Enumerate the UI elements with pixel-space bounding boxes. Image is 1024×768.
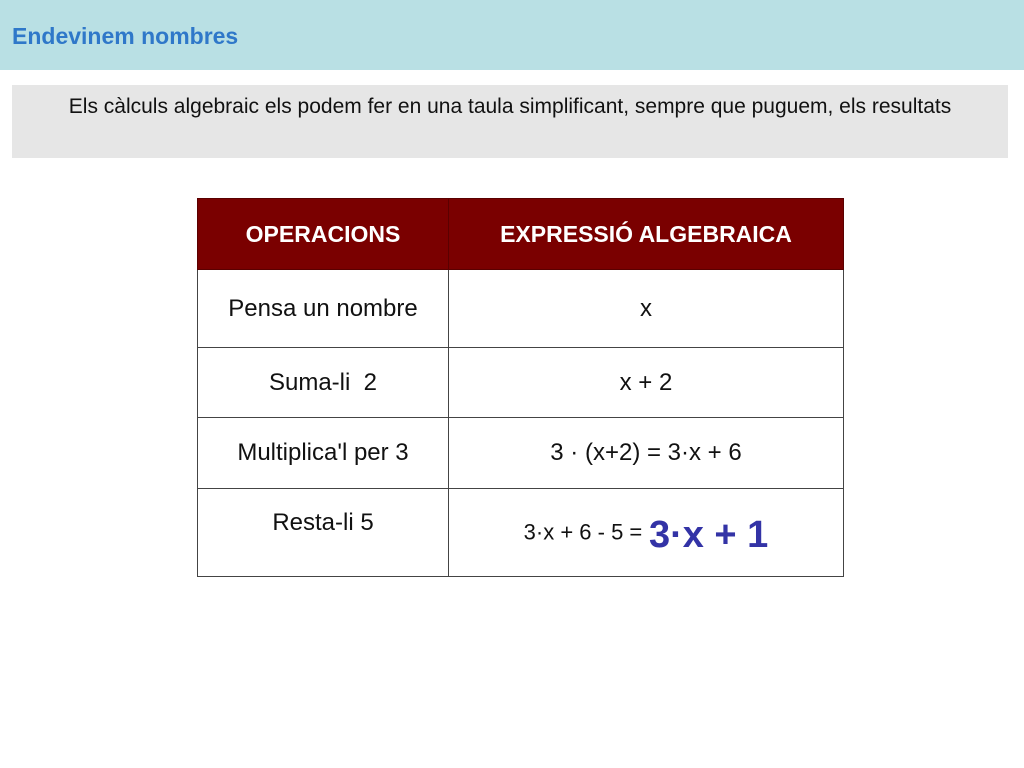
operation-cell: Suma-li 2 (198, 348, 449, 418)
intro-text-box: Els càlculs algebraic els podem fer en una taula simplificant, sempre que puguem, els resultats (12, 85, 1008, 158)
expression-cell: x (449, 270, 844, 348)
operation-cell: Resta-li 5 (198, 489, 449, 577)
operations-table (197, 198, 844, 577)
page-title: Endevinem nombres (12, 23, 239, 49)
expression-cell: 3 · (x+2) = 3·x + 6 (449, 418, 844, 489)
operation-cell: Pensa un nombre (198, 270, 449, 348)
final-result: 3·x + 1 (648, 513, 769, 556)
expression-cell: x + 2 (449, 348, 844, 418)
table-row (198, 348, 844, 418)
table-header-row (198, 199, 844, 270)
header-bar (0, 0, 1024, 70)
table-row (198, 270, 844, 348)
header-operations: OPERACIONS (198, 199, 449, 270)
operation-cell: Multiplica'l per 3 (198, 418, 449, 489)
header-algebraic-expression: EXPRESSIÓ ALGEBRAICA (449, 199, 844, 270)
expression-cell (449, 489, 844, 577)
table-row (198, 489, 844, 577)
expression-prefix: 3·x + 6 - 5 = (523, 519, 643, 545)
table-row (198, 418, 844, 489)
